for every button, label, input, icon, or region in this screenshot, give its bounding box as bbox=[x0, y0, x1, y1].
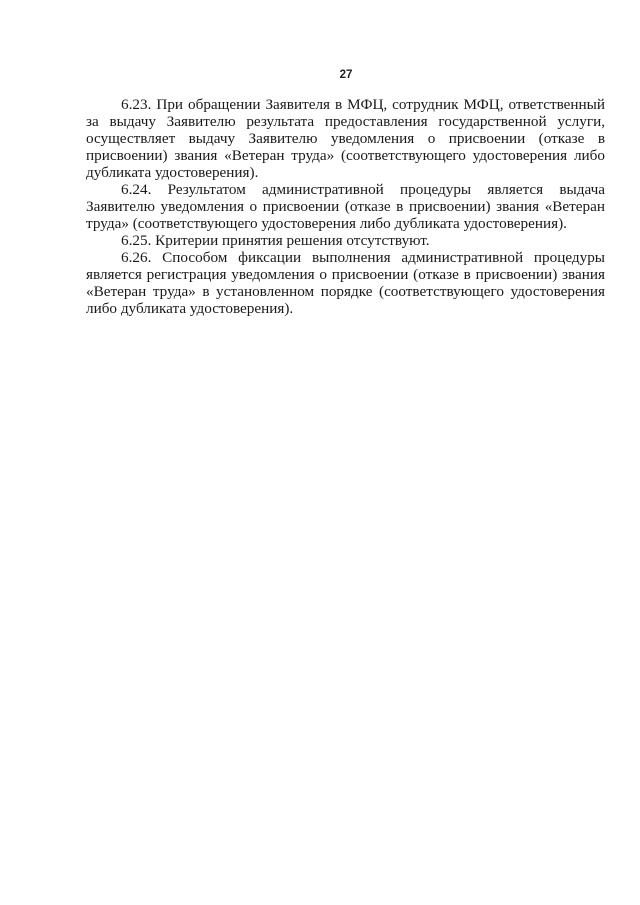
paragraph-6-23: 6.23. При обращении Заявителя в МФЦ, сотрудник МФЦ, ответственный за выдачу Заявителю результата предоставления государственной услуги, осуществляет выдачу Заявителю уведомления о присвоении (отказе в присвоении) звания «Ветеран труда» (соответствующего удостоверения либо дубликата удостоверения). bbox=[86, 96, 605, 181]
paragraph-6-26: 6.26. Способом фиксации выполнения административной процедуры является регистрация уведомления о присвоении (отказе в присвоении) звания «Ветеран труда» в установленном порядке (соответствующего удостоверения либо дубликата удостоверения). bbox=[86, 249, 605, 317]
paragraph-6-24: 6.24. Результатом административной процедуры является выдача Заявителю уведомления о присвоении (отказе в присвоении) звания «Ветеран труда» (соответствующего удостоверения либо дубликата удостоверения). bbox=[86, 181, 605, 232]
document-body bbox=[86, 96, 605, 317]
paragraph-6-25: 6.25. Критерии принятия решения отсутствуют. bbox=[121, 232, 430, 249]
page-number: 27 bbox=[339, 69, 353, 81]
